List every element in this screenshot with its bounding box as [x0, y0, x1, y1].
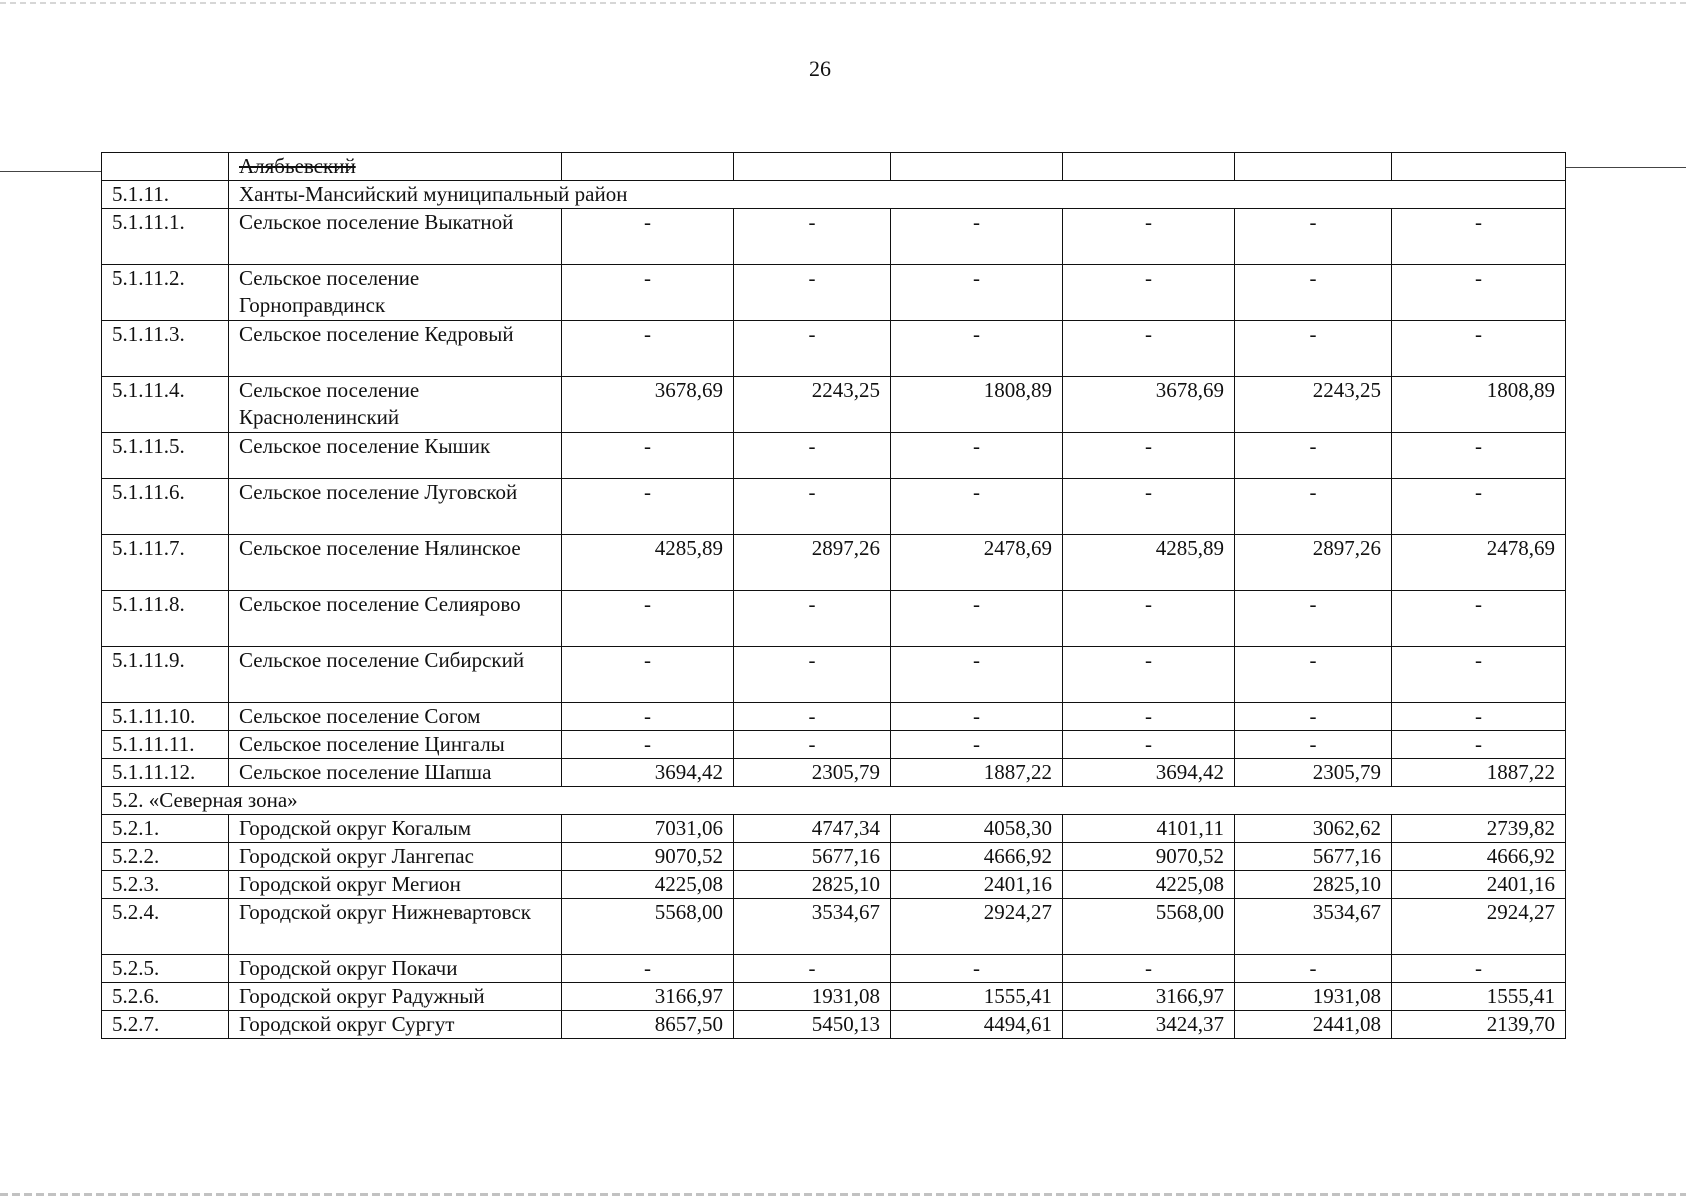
- settlement-name-cell: Городской округ Мегион: [229, 871, 562, 899]
- table-row: [102, 787, 1566, 815]
- value-cell: -: [1063, 265, 1235, 321]
- value-cell: -: [734, 265, 891, 321]
- value-cell: 2739,82: [1392, 815, 1566, 843]
- table-row: [102, 731, 1566, 759]
- value-cell: -: [734, 433, 891, 479]
- value-cell: -: [1235, 321, 1392, 377]
- value-cell: 5568,00: [1063, 899, 1235, 955]
- settlement-name-cell: [229, 153, 562, 181]
- value-cell: -: [891, 321, 1063, 377]
- table-row: [102, 181, 1566, 209]
- value-cell: 2897,26: [1235, 535, 1392, 591]
- value-cell: 5677,16: [1235, 843, 1392, 871]
- value-cell: 7031,06: [562, 815, 734, 843]
- row-code-cell: 5.1.11.12.: [102, 759, 229, 787]
- row-code-cell: 5.2.4.: [102, 899, 229, 955]
- left-margin-line: [0, 171, 101, 172]
- value-cell: -: [1235, 433, 1392, 479]
- value-cell: 3678,69: [1063, 377, 1235, 433]
- table-row: [102, 647, 1566, 703]
- row-code-cell: 5.1.11.3.: [102, 321, 229, 377]
- value-cell: -: [891, 591, 1063, 647]
- value-cell: 1808,89: [891, 377, 1063, 433]
- row-code-cell: 5.2.5.: [102, 955, 229, 983]
- value-cell: -: [734, 955, 891, 983]
- value-cell: 4494,61: [891, 1011, 1063, 1039]
- row-code-cell: 5.1.11.8.: [102, 591, 229, 647]
- value-cell: 1555,41: [891, 983, 1063, 1011]
- value-cell: -: [1392, 731, 1566, 759]
- scan-edge-bottom: [0, 1193, 1686, 1196]
- value-cell: -: [891, 209, 1063, 265]
- value-cell: [1063, 153, 1235, 181]
- value-cell: -: [891, 647, 1063, 703]
- value-cell: 3062,62: [1235, 815, 1392, 843]
- value-cell: -: [891, 479, 1063, 535]
- settlement-name-cell: Городской округ Нижневартовск: [229, 899, 562, 955]
- row-code-cell: 5.1.11.9.: [102, 647, 229, 703]
- table-row: [102, 321, 1566, 377]
- settlement-name-cell: Городской округ Сургут: [229, 1011, 562, 1039]
- value-cell: 3424,37: [1063, 1011, 1235, 1039]
- tariff-table: [101, 152, 1566, 1039]
- value-cell: -: [1235, 209, 1392, 265]
- settlement-name-cell: Сельское поселение Горноправдинск: [229, 265, 562, 321]
- table-row: [102, 433, 1566, 479]
- value-cell: -: [562, 209, 734, 265]
- row-code-cell: 5.2.1.: [102, 815, 229, 843]
- row-code-cell: 5.2.2.: [102, 843, 229, 871]
- value-cell: -: [1392, 433, 1566, 479]
- value-cell: 5568,00: [562, 899, 734, 955]
- row-code-cell: 5.1.11.: [102, 181, 229, 209]
- value-cell: 1808,89: [1392, 377, 1566, 433]
- value-cell: 2924,27: [1392, 899, 1566, 955]
- value-cell: -: [1235, 591, 1392, 647]
- value-cell: -: [1063, 209, 1235, 265]
- value-cell: -: [1063, 955, 1235, 983]
- settlement-name-cell: Сельское поселение Нялинское: [229, 535, 562, 591]
- value-cell: -: [1063, 647, 1235, 703]
- value-cell: [734, 153, 891, 181]
- value-cell: -: [1392, 703, 1566, 731]
- value-cell: 5450,13: [734, 1011, 891, 1039]
- value-cell: 3534,67: [734, 899, 891, 955]
- table-row: [102, 899, 1566, 955]
- table-row: [102, 209, 1566, 265]
- value-cell: 2825,10: [734, 871, 891, 899]
- value-cell: 3694,42: [1063, 759, 1235, 787]
- table-row: [102, 815, 1566, 843]
- table-row: [102, 377, 1566, 433]
- value-cell: -: [1235, 703, 1392, 731]
- value-cell: -: [734, 731, 891, 759]
- value-cell: 4666,92: [1392, 843, 1566, 871]
- value-cell: 2441,08: [1235, 1011, 1392, 1039]
- value-cell: 2305,79: [734, 759, 891, 787]
- value-cell: 4285,89: [562, 535, 734, 591]
- table-row: [102, 759, 1566, 787]
- value-cell: 3694,42: [562, 759, 734, 787]
- value-cell: 1887,22: [891, 759, 1063, 787]
- district-heading-cell: Ханты-Мансийский муниципальный район: [229, 181, 1566, 209]
- settlement-name-cell: Городской округ Лангепас: [229, 843, 562, 871]
- value-cell: 9070,52: [562, 843, 734, 871]
- value-cell: -: [562, 647, 734, 703]
- value-cell: 2243,25: [734, 377, 891, 433]
- row-code-cell: 5.1.11.11.: [102, 731, 229, 759]
- value-cell: 4101,11: [1063, 815, 1235, 843]
- value-cell: 2897,26: [734, 535, 891, 591]
- settlement-name-cell: Городской округ Покачи: [229, 955, 562, 983]
- value-cell: -: [562, 591, 734, 647]
- value-cell: -: [562, 321, 734, 377]
- value-cell: -: [1235, 731, 1392, 759]
- settlement-name-cell: Сельское поселение Выкатной: [229, 209, 562, 265]
- value-cell: -: [734, 591, 891, 647]
- value-cell: -: [734, 209, 891, 265]
- value-cell: -: [1392, 209, 1566, 265]
- table-row: [102, 535, 1566, 591]
- settlement-name-cell: Сельское поселение Согом: [229, 703, 562, 731]
- value-cell: 4225,08: [562, 871, 734, 899]
- page-number: 26: [809, 56, 831, 81]
- row-code-cell: 5.1.11.10.: [102, 703, 229, 731]
- value-cell: -: [1392, 591, 1566, 647]
- value-cell: -: [891, 703, 1063, 731]
- value-cell: -: [1392, 321, 1566, 377]
- value-cell: 1931,08: [1235, 983, 1392, 1011]
- settlement-name-cell: Сельское поселение Кедровый: [229, 321, 562, 377]
- value-cell: 1555,41: [1392, 983, 1566, 1011]
- right-margin-line: [1565, 167, 1686, 168]
- value-cell: -: [1235, 479, 1392, 535]
- value-cell: 5677,16: [734, 843, 891, 871]
- value-cell: -: [891, 731, 1063, 759]
- row-code-cell: 5.1.11.6.: [102, 479, 229, 535]
- value-cell: -: [1392, 479, 1566, 535]
- value-cell: -: [562, 265, 734, 321]
- value-cell: 4666,92: [891, 843, 1063, 871]
- value-cell: -: [1235, 955, 1392, 983]
- value-cell: -: [1063, 703, 1235, 731]
- table-row: [102, 591, 1566, 647]
- value-cell: -: [1063, 591, 1235, 647]
- table-body: [102, 153, 1566, 1039]
- value-cell: 2825,10: [1235, 871, 1392, 899]
- value-cell: 3166,97: [562, 983, 734, 1011]
- value-cell: -: [1235, 265, 1392, 321]
- table-row: [102, 265, 1566, 321]
- value-cell: 8657,50: [562, 1011, 734, 1039]
- settlement-name-cell: Сельское поселение Красноленинский: [229, 377, 562, 433]
- settlement-name-cell: Сельское поселение Шапша: [229, 759, 562, 787]
- settlement-name-cell: Сельское поселение Сибирский: [229, 647, 562, 703]
- settlement-name-cell: Сельское поселение Селиярово: [229, 591, 562, 647]
- row-code-cell: 5.1.11.2.: [102, 265, 229, 321]
- value-cell: -: [891, 433, 1063, 479]
- value-cell: -: [734, 647, 891, 703]
- table-row: [102, 983, 1566, 1011]
- value-cell: -: [562, 479, 734, 535]
- settlement-name-cell: Сельское поселение Кышик: [229, 433, 562, 479]
- value-cell: 2478,69: [891, 535, 1063, 591]
- value-cell: -: [1063, 731, 1235, 759]
- value-cell: 4285,89: [1063, 535, 1235, 591]
- value-cell: -: [1235, 647, 1392, 703]
- value-cell: -: [1063, 433, 1235, 479]
- table-row: [102, 153, 1566, 181]
- value-cell: [562, 153, 734, 181]
- row-code-cell: 5.2.6.: [102, 983, 229, 1011]
- value-cell: 2478,69: [1392, 535, 1566, 591]
- value-cell: 2305,79: [1235, 759, 1392, 787]
- row-code-cell: 5.1.11.1.: [102, 209, 229, 265]
- value-cell: -: [891, 955, 1063, 983]
- value-cell: -: [1063, 321, 1235, 377]
- value-cell: -: [734, 479, 891, 535]
- table-row: [102, 843, 1566, 871]
- value-cell: 2401,16: [891, 871, 1063, 899]
- row-code-cell: 5.2.3.: [102, 871, 229, 899]
- scan-edge-top: [0, 2, 1686, 4]
- value-cell: -: [734, 703, 891, 731]
- value-cell: 3678,69: [562, 377, 734, 433]
- table-row: [102, 1011, 1566, 1039]
- value-cell: -: [1392, 265, 1566, 321]
- settlement-name-text: Алябьевский: [239, 154, 356, 178]
- value-cell: 9070,52: [1063, 843, 1235, 871]
- value-cell: 2139,70: [1392, 1011, 1566, 1039]
- value-cell: 4747,34: [734, 815, 891, 843]
- settlement-name-cell: Городской округ Радужный: [229, 983, 562, 1011]
- value-cell: -: [1392, 647, 1566, 703]
- value-cell: 3534,67: [1235, 899, 1392, 955]
- row-code-cell: 5.1.11.4.: [102, 377, 229, 433]
- value-cell: 4225,08: [1063, 871, 1235, 899]
- table-row: [102, 479, 1566, 535]
- value-cell: [891, 153, 1063, 181]
- settlement-name-cell: Сельское поселение Луговской: [229, 479, 562, 535]
- table-row: [102, 955, 1566, 983]
- value-cell: -: [562, 731, 734, 759]
- value-cell: -: [891, 265, 1063, 321]
- value-cell: 1931,08: [734, 983, 891, 1011]
- row-code-cell: 5.2.7.: [102, 1011, 229, 1039]
- row-code-cell: 5.1.11.7.: [102, 535, 229, 591]
- value-cell: -: [562, 955, 734, 983]
- table-row: [102, 703, 1566, 731]
- value-cell: -: [734, 321, 891, 377]
- value-cell: -: [1392, 955, 1566, 983]
- value-cell: -: [1063, 479, 1235, 535]
- row-code-cell: [102, 153, 229, 181]
- table-row: [102, 871, 1566, 899]
- value-cell: 2401,16: [1392, 871, 1566, 899]
- settlement-name-cell: Городской округ Когалым: [229, 815, 562, 843]
- value-cell: 2243,25: [1235, 377, 1392, 433]
- value-cell: -: [562, 703, 734, 731]
- value-cell: 4058,30: [891, 815, 1063, 843]
- value-cell: 2924,27: [891, 899, 1063, 955]
- settlement-name-cell: Сельское поселение Цингалы: [229, 731, 562, 759]
- value-cell: [1392, 153, 1566, 181]
- value-cell: 3166,97: [1063, 983, 1235, 1011]
- value-cell: -: [562, 433, 734, 479]
- value-cell: 1887,22: [1392, 759, 1566, 787]
- row-code-cell: 5.1.11.5.: [102, 433, 229, 479]
- section-heading-cell: 5.2. «Северная зона»: [102, 787, 1566, 815]
- value-cell: [1235, 153, 1392, 181]
